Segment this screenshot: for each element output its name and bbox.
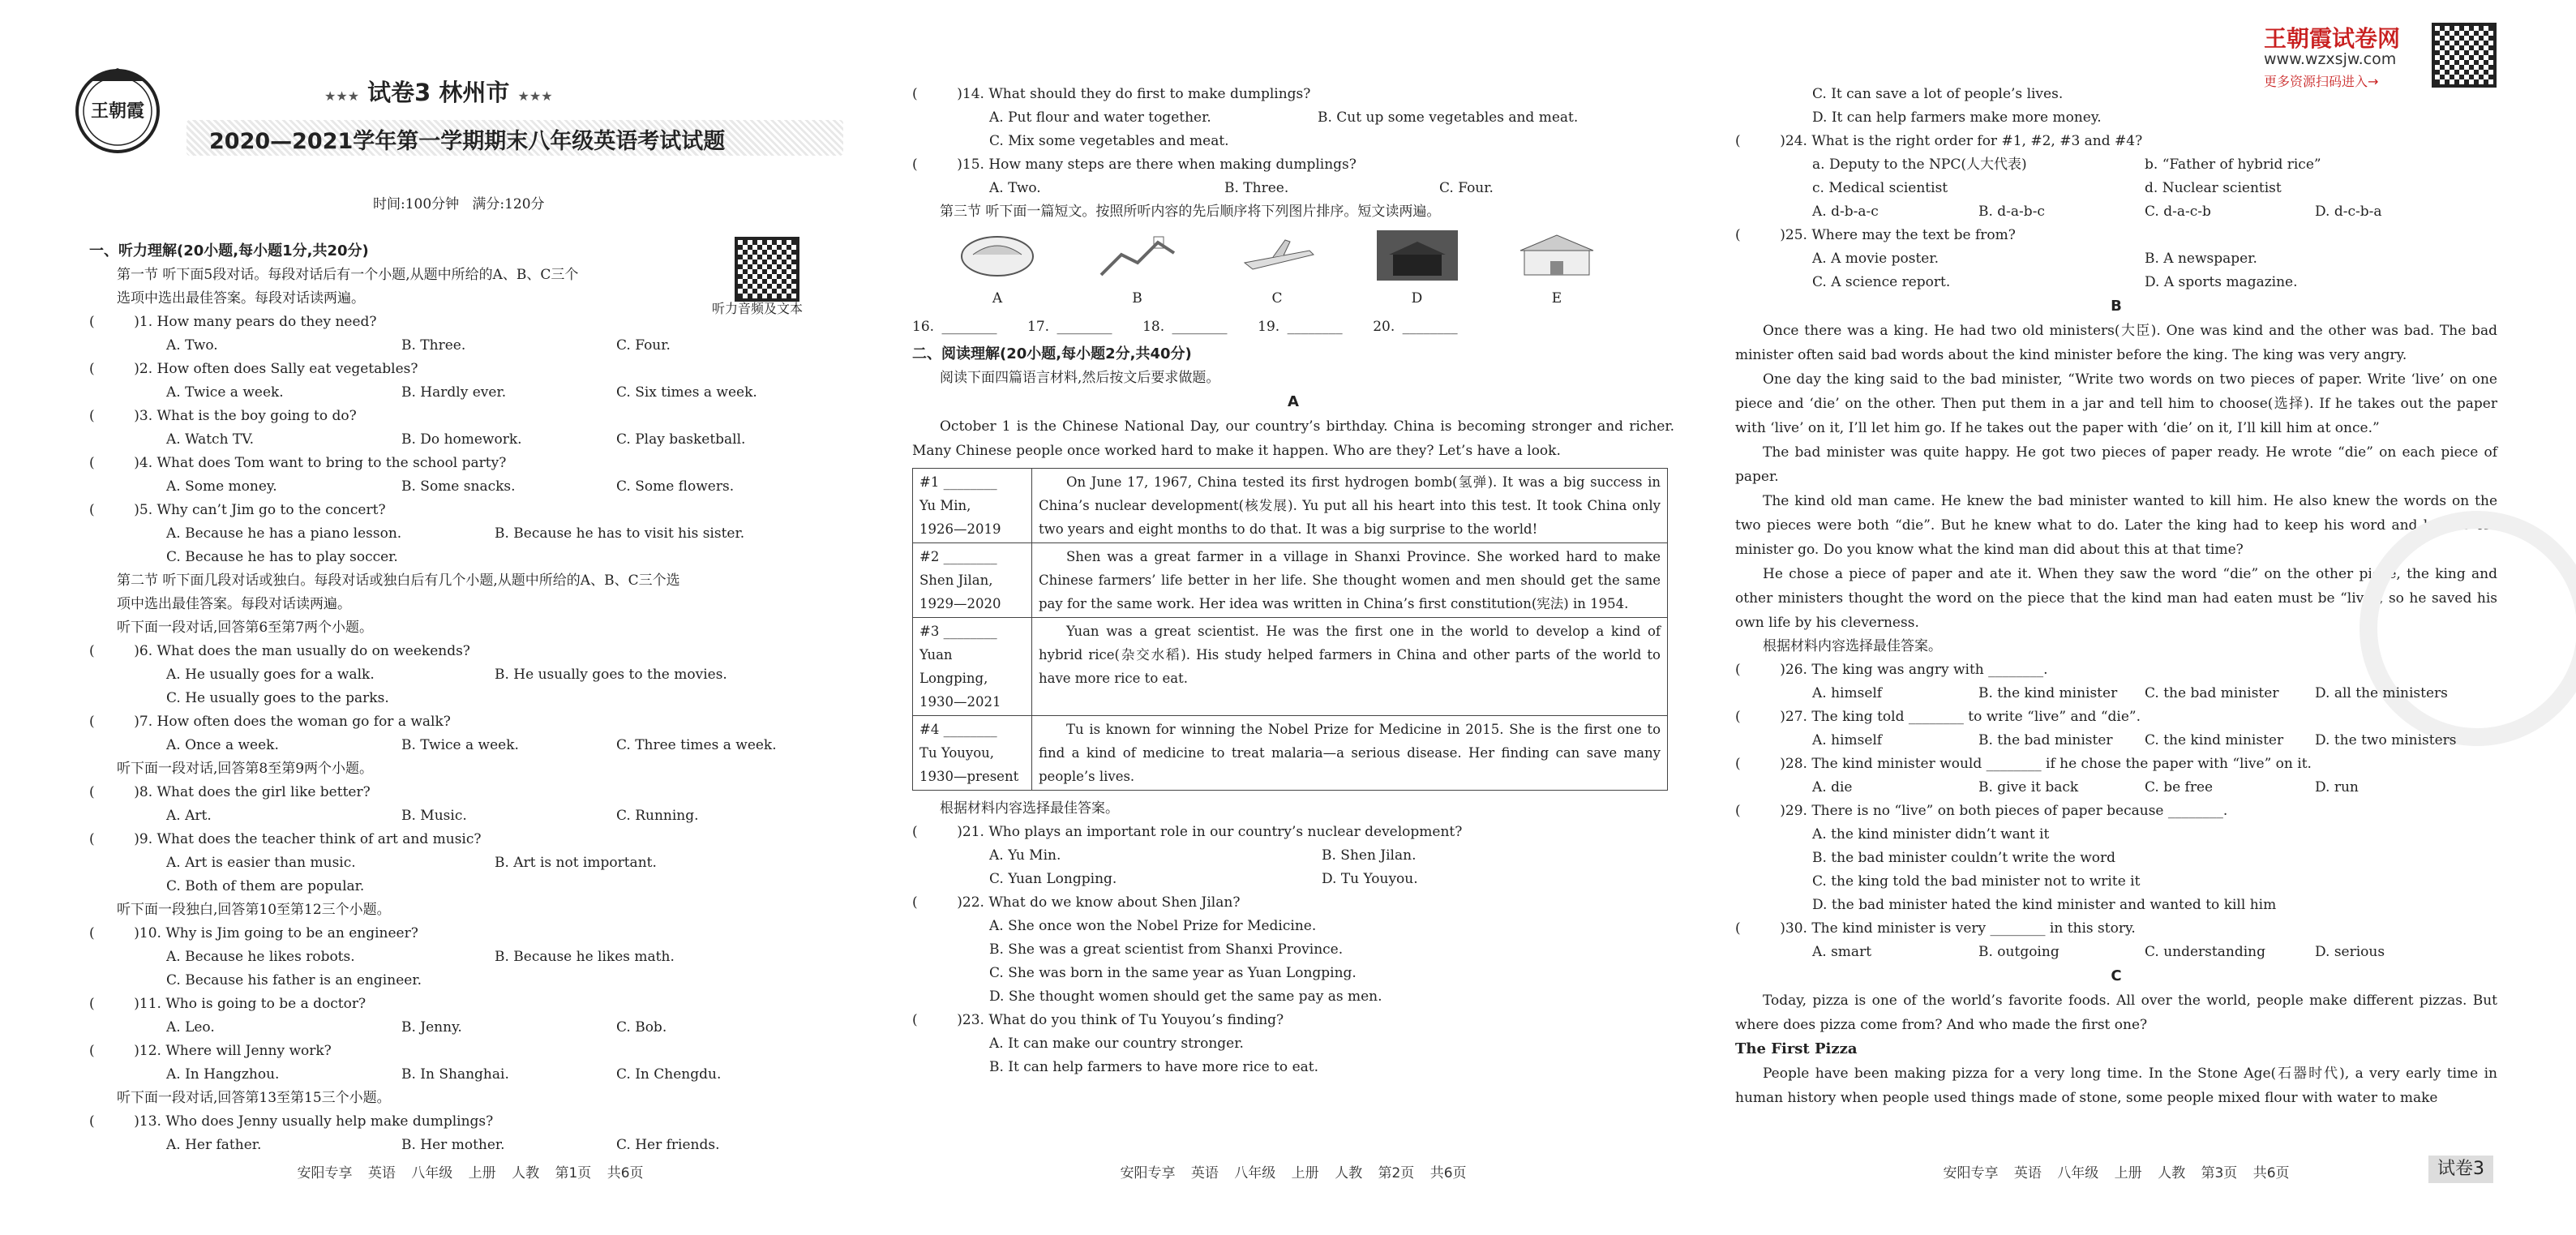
answer-option[interactable]: C. Both of them are popular. <box>166 878 365 894</box>
answer-option[interactable]: B. d-a-b-c <box>1978 204 2045 220</box>
answer-options <box>912 1056 1674 1079</box>
instruction-text: 听下面一段对话,回答第8至第9两个小题。 <box>117 761 374 777</box>
answer-option[interactable]: A. Art is easier than music. <box>166 855 356 871</box>
answer-option[interactable]: C. In Chengdu. <box>616 1066 722 1083</box>
tiananmen-picture <box>1377 230 1458 281</box>
person-name: Shen Jilan, <box>919 572 993 588</box>
answer-option[interactable]: A. Two. <box>166 337 218 354</box>
answer-option[interactable]: a. Deputy to the NPC(人大代表) <box>1812 157 2027 173</box>
page-footer-3: 安阳专享 英语 八年级 上册 人教 第3页 共6页 <box>1943 1165 2290 1181</box>
answer-options <box>1735 106 2497 130</box>
passage-c-label: C <box>2111 967 2122 984</box>
answer-options <box>1735 271 2497 294</box>
reading-questions-b <box>1735 658 2497 964</box>
question-stem: ( )10. Why is Jim going to be an engineer? <box>89 925 418 941</box>
passage-b-paragraph: He chose a piece of paper and ate it. When they saw the word “die” on the other piece, the king and other ministers thought the word on the piece that the kind man had eaten must be “live”, so he saved his own life by his cleverness. <box>1735 566 2497 631</box>
answer-options <box>1735 870 2497 894</box>
answer-option[interactable]: C. Because his father is an engineer. <box>166 972 422 988</box>
answer-option[interactable]: D. She thought women should get the same pay as men. <box>989 988 1382 1005</box>
question-stem: ( )7. How often does the woman go for a walk? <box>89 714 451 730</box>
question-stem: ( )11. Who is going to be a doctor? <box>89 996 366 1012</box>
answer-options <box>912 130 1674 153</box>
answer-option[interactable]: B. Shen Jilan. <box>1322 847 1417 864</box>
answer-option[interactable]: C. d-a-c-b <box>2145 204 2211 220</box>
answer-option[interactable]: A. Two. <box>989 180 1041 196</box>
answer-option[interactable]: D. serious <box>2315 944 2385 960</box>
brand-site: www.wzxsjw.com <box>2264 50 2397 68</box>
answer-option[interactable]: B. Twice a week. <box>401 737 519 753</box>
instruction-text: 第三节 听下面一篇短文。按照所听内容的先后顺序将下列图片排序。短文读两遍。 <box>940 204 1441 220</box>
table-row <box>913 543 1668 618</box>
answer-option[interactable]: A. Art. <box>166 808 212 824</box>
corner-tag: 试卷3 <box>2428 1156 2493 1183</box>
answer-option[interactable]: A. She once won the Nobel Prize for Medicine. <box>989 918 1317 934</box>
answer-option[interactable]: B. Three. <box>401 337 466 354</box>
answer-option[interactable]: C. the bad minister <box>2145 685 2279 701</box>
answer-option[interactable]: A. Watch TV. <box>166 431 254 448</box>
description-cell: Yuan was a great scientist. He was the first one in the world to develop a kind of hybrid rice(杂交水稻). His study helped farmers in China and other parts of the world to have more rice to eat. <box>1032 618 1668 716</box>
question-stem: ( )3. What is the boy going to do? <box>89 408 357 424</box>
instruction-text: 听下面一段对话,回答第13至第15三个小题。 <box>117 1090 391 1106</box>
answer-options <box>89 381 851 405</box>
answer-option[interactable]: C. Six times a week. <box>616 384 757 401</box>
answer-option[interactable]: B. Jenny. <box>401 1019 462 1036</box>
answer-option[interactable]: D. It can help farmers make more money. <box>1812 109 2102 126</box>
answer-options <box>1735 823 2497 847</box>
question-stem: ( )26. The king was angry with ________. <box>1735 662 2048 678</box>
passage-c-subtitle: The First Pizza <box>1735 1040 1858 1057</box>
answer-options <box>89 663 851 687</box>
brand-name: 王朝霞试卷网 <box>2264 25 2401 52</box>
answer-option[interactable]: B. give it back <box>1978 779 2079 795</box>
question-stem: ( )24. What is the right order for #1, #2, #3 and #4? <box>1735 133 2143 149</box>
answer-options <box>89 334 851 358</box>
answer-option[interactable]: A. Some money. <box>166 478 277 495</box>
answer-option[interactable]: d. Nuclear scientist <box>2145 180 2282 196</box>
qr-code-brand[interactable] <box>2432 23 2497 88</box>
answer-options <box>89 734 851 757</box>
answer-option[interactable]: C. Because he has to play soccer. <box>166 549 398 565</box>
answer-options <box>89 875 851 898</box>
question-stem: ( )8. What does the girl like better? <box>89 784 371 800</box>
answer-options <box>912 844 1674 868</box>
instruction-text: 项中选出最佳答案。每段对话读两遍。 <box>117 596 351 612</box>
answer-option[interactable]: A. Because he likes robots. <box>166 949 355 965</box>
answer-option[interactable]: D. A sports magazine. <box>2145 274 2298 290</box>
question-stem: ( )12. Where will Jenny work? <box>89 1043 332 1059</box>
answer-options <box>912 1032 1674 1056</box>
section-title: 一、听力理解(20小题,每小题1分,共20分) <box>89 242 369 259</box>
person-name: Yu Min, <box>919 498 971 513</box>
answer-options <box>1735 200 2497 224</box>
answer-option[interactable]: C. the king told the bad minister not to write it <box>1812 873 2141 890</box>
person-years: 1930—present <box>919 769 1019 784</box>
seal-text: 王朝霞 <box>90 101 144 122</box>
answer-option[interactable]: A. Leo. <box>166 1019 215 1036</box>
answer-options <box>912 177 1674 200</box>
person-name: Yuan Longping, <box>919 647 988 686</box>
answer-options <box>89 969 851 993</box>
listening-continued <box>912 83 1674 224</box>
answer-option[interactable]: A. A movie poster. <box>1812 251 1940 267</box>
answer-option[interactable]: B. Music. <box>401 808 467 824</box>
answer-options <box>1735 729 2497 753</box>
instruction-text: 听下面一段对话,回答第6至第7两个小题。 <box>117 620 374 636</box>
answer-options <box>912 106 1674 130</box>
answer-options <box>912 985 1674 1009</box>
answer-options <box>89 687 851 710</box>
passage-b-paragraph: One day the king said to the bad minister, “Write two words on two pieces of paper. Write ‘live’ on one piece and ‘die’ on the other. Then put them in a jar and tell him to choose(选择). If he takes out the paper with ‘live’ on it, I’ll let him go. If he takes out the paper with ‘die’ on it, I’ll kill him at once.” <box>1735 371 2497 436</box>
person-years: 1926—2019 <box>919 521 1001 537</box>
gate-picture <box>1516 230 1597 281</box>
description-cell: On June 17, 1967, China tested its first hydrogen bomb(氢弹). It was a big success in China’s nuclear development(核发展). Yu put all his heart into this test. It took China only two years and eight months to do that. It was a big surprise to the world! <box>1032 469 1668 543</box>
answer-options <box>89 946 851 969</box>
question-stem: ( )1. How many pears do they need? <box>89 314 377 330</box>
question-stem: ( )30. The kind minister is very ________ in this story. <box>1735 920 2136 937</box>
answer-option[interactable]: B. Do homework. <box>401 431 522 448</box>
question-stem: ( )28. The kind minister would ________ if he chose the paper with “live” on it. <box>1735 756 2312 772</box>
airplane-picture <box>1237 230 1318 281</box>
description-cell: Shen was a great farmer in a village in Shanxi Province. She worked hard to make Chinese farmers’ life better in her life. She thought women and men should get the same pay for the same work. Her idea was written in China’s first constitution(宪法) in 1954. <box>1032 543 1668 618</box>
answer-option[interactable]: B. Some snacks. <box>401 478 516 495</box>
question-stem: ( )14. What should they do first to make dumplings? <box>912 86 1311 102</box>
answer-option[interactable]: c. Medical scientist <box>1812 180 1948 196</box>
answer-option[interactable]: A. Once a week. <box>166 737 279 753</box>
table-row <box>913 716 1668 791</box>
person-cell <box>913 716 1032 791</box>
page-column-2 <box>912 0 1674 1235</box>
answer-options <box>89 804 851 828</box>
person-no[interactable]: #2 ________ <box>919 549 997 564</box>
answer-option[interactable]: A. Put flour and water together. <box>989 109 1211 126</box>
answer-options <box>89 1134 851 1157</box>
reading-section-title: 二、阅读理解(20小题,每小题2分,共40分) <box>912 345 1192 362</box>
page-column-1 <box>89 0 851 1235</box>
table-row <box>913 469 1668 543</box>
answer-option[interactable]: A. Yu Min. <box>989 847 1061 864</box>
answer-option[interactable]: A. d-b-a-c <box>1812 204 1879 220</box>
answer-option[interactable]: C. Mix some vegetables and meat. <box>989 133 1229 149</box>
answer-option[interactable]: D. Tu Youyou. <box>1322 871 1418 887</box>
answer-option[interactable]: B. In Shanghai. <box>401 1066 509 1083</box>
answer-option[interactable]: B. Hardly ever. <box>401 384 507 401</box>
question-stem: ( )29. There is no “live” on both pieces of paper because ________. <box>1735 803 2228 819</box>
reading-questions-a-continued <box>1735 83 2497 294</box>
brand-tagline: 更多资源扫码进入→ <box>2264 74 2379 89</box>
picture-d: D <box>1373 230 1462 307</box>
answer-options <box>89 475 851 499</box>
picture-c: C <box>1232 230 1322 307</box>
answer-option[interactable]: C. Three times a week. <box>616 737 777 753</box>
answer-option[interactable]: B. Because he likes math. <box>495 949 675 965</box>
description-cell: Tu is known for winning the Nobel Prize for Medicine in 2015. She is the first one to find a kind of medicine to treat malaria—a serious disease. Her finding can save many people’s lives. <box>1032 716 1668 791</box>
question-stem: ( )27. The king told ________ to write “live” and “die”. <box>1735 709 2141 725</box>
answer-options <box>1735 941 2497 964</box>
answer-option[interactable]: D. the two ministers <box>2315 732 2457 748</box>
instruction-text: 第二节 听下面几段对话或独白。每段对话或独白后有几个小题,从题中所给的A、B、C三个选 <box>117 572 680 589</box>
question-stem: ( )25. Where may the text be from? <box>1735 227 2016 243</box>
passage-a-label: A <box>1288 393 1299 410</box>
passage-b-paragraph: The kind old man came. He knew the bad minister wanted to kill him. He also knew the words on the two pieces were both “die”. But he knew what to do. Later the king had to keep his word and let the old minister go. Do you know what the kind man did about this at that time? <box>1735 493 2497 558</box>
answer-option[interactable]: B. It can help farmers to have more rice to eat. <box>989 1059 1318 1075</box>
answer-option[interactable]: C. Bob. <box>616 1019 667 1036</box>
scientists-table <box>912 468 1668 791</box>
answer-option[interactable]: b. “Father of hybrid rice” <box>2145 157 2321 173</box>
person-no[interactable]: #1 ________ <box>919 474 997 490</box>
answer-option[interactable]: D. all the ministers <box>2315 685 2448 701</box>
instruction-text: 听下面一段独白,回答第10至第12三个小题。 <box>117 902 391 918</box>
exam-time: 时间:100分钟 满分:120分 <box>373 196 545 212</box>
instruction-text: 第一节 听下面5段对话。每段对话后有一个小题,从题中所给的A、B、C三个 <box>117 267 579 283</box>
answer-option[interactable]: B. Because he has to visit his sister. <box>495 525 745 542</box>
person-no[interactable]: #4 ________ <box>919 722 997 737</box>
passage-b-paragraph: The bad minister was quite happy. He got two pieces of paper ready. He wrote “die” on each piece of paper. <box>1735 444 2497 485</box>
table-row <box>913 618 1668 716</box>
reading-questions-a <box>912 821 1674 1079</box>
question-stem: ( )9. What does the teacher think of art and music? <box>89 831 482 847</box>
answer-options <box>1735 177 2497 200</box>
answer-option[interactable]: B. Art is not important. <box>495 855 657 871</box>
answer-options <box>1735 153 2497 177</box>
question-stem: ( )6. What does the man usually do on weekends? <box>89 643 470 659</box>
answer-option[interactable]: A. In Hangzhou. <box>166 1066 280 1083</box>
passage-b-label: B <box>2111 298 2122 315</box>
answer-option[interactable]: A. Her father. <box>166 1137 262 1153</box>
answer-option[interactable]: B. outgoing <box>1978 944 2060 960</box>
question-stem: ( )15. How many steps are there when making dumplings? <box>912 157 1357 173</box>
answer-options <box>89 1016 851 1040</box>
answer-options <box>89 851 851 875</box>
answer-option[interactable]: A. Twice a week. <box>166 384 284 401</box>
page-footer-2: 安阳专享 英语 八年级 上册 人教 第2页 共6页 <box>1120 1165 1467 1181</box>
person-cell <box>913 618 1032 716</box>
question-stem: ( )4. What does Tom want to bring to the school party? <box>89 455 507 471</box>
passage-c-paragraph: People have been making pizza for a very long time. In the Stone Age(石器时代), a very early time in human history when people used things made of stone, some people mixed flour with water to make <box>1735 1066 2497 1106</box>
person-cell <box>913 543 1032 618</box>
picture-order-blanks[interactable]: 16. ________ 17. ________ 18. ________ 19. ________ 20. ________ <box>912 319 1458 335</box>
answer-option[interactable]: B. A newspaper. <box>2145 251 2257 267</box>
answer-option[interactable]: C. He usually goes to the parks. <box>166 690 389 706</box>
picture-e: E <box>1512 230 1601 307</box>
answer-options <box>912 962 1674 985</box>
question-stem: ( )2. How often does Sally eat vegetables? <box>89 361 418 377</box>
answer-options <box>89 546 851 569</box>
answer-option[interactable]: C. She was born in the same year as Yuan Longping. <box>989 965 1357 981</box>
answer-option[interactable]: B. the kind minister <box>1978 685 2118 701</box>
answer-options <box>89 522 851 546</box>
answer-option[interactable]: C. Her friends. <box>616 1137 720 1153</box>
answer-options <box>89 428 851 452</box>
answer-option[interactable]: C. the kind minister <box>2145 732 2284 748</box>
answer-options <box>912 868 1674 891</box>
answer-option[interactable]: B. Three. <box>1224 180 1289 196</box>
picture-a: A <box>953 230 1042 307</box>
passage-a-intro: October 1 is the Chinese National Day, our country’s birthday. China is becoming stronger and richer. Many Chinese people once worked hard to make it happen. Who are they? Let’s have a look. <box>912 418 1674 459</box>
answer-option[interactable]: A. It can make our country stronger. <box>989 1036 1244 1052</box>
answer-option[interactable]: B. the bad minister couldn’t write the word <box>1812 850 2115 866</box>
question-stem: ( )21. Who plays an important role in our country’s nuclear development? <box>912 824 1463 840</box>
answer-option[interactable]: D. run <box>2315 779 2359 795</box>
picture-sequence <box>953 230 1601 307</box>
answer-option[interactable]: A. die <box>1812 779 1853 795</box>
answer-options <box>89 1063 851 1087</box>
answer-option[interactable]: C. Running. <box>616 808 699 824</box>
passage-b-paragraph: Once there was a king. He had two old ministers(大臣). One was kind and the other was bad. The bad minister often said bad words about the kind minister before the king. The king was very angry. <box>1735 323 2497 363</box>
answer-options <box>1735 847 2497 870</box>
answer-options <box>1735 682 2497 705</box>
qr-caption: 听力音频及文本 <box>712 301 804 316</box>
answer-options <box>1735 247 2497 271</box>
person-cell <box>913 469 1032 543</box>
person-name: Tu Youyou, <box>919 745 995 761</box>
answer-option[interactable]: A. himself <box>1812 732 1883 748</box>
answer-option[interactable]: C. Yuan Longping. <box>989 871 1117 887</box>
answer-option[interactable]: B. Cut up some vegetables and meat. <box>1318 109 1579 126</box>
great-wall-picture <box>1097 230 1178 281</box>
answer-option[interactable]: A. He usually goes for a walk. <box>166 667 375 683</box>
answer-option[interactable]: B. He usually goes to the movies. <box>495 667 727 683</box>
answer-options <box>912 915 1674 938</box>
answer-option[interactable]: C. be free <box>2145 779 2214 795</box>
instruction-text: 选项中选出最佳答案。每段对话读两遍。 <box>117 290 365 307</box>
question-stem: ( )13. Who does Jenny usually help make dumplings? <box>89 1113 494 1130</box>
answer-options <box>1735 83 2497 106</box>
answer-option[interactable]: C. Some flowers. <box>616 478 735 495</box>
listening-section <box>89 239 851 1157</box>
answer-option[interactable]: C. understanding <box>2145 944 2265 960</box>
person-years: 1929—2020 <box>919 596 1001 611</box>
answer-option[interactable]: A. himself <box>1812 685 1883 701</box>
paper-label: ★★★ 试卷3 林州市 ★★★ <box>324 79 553 106</box>
picture-b: B <box>1093 230 1182 307</box>
person-years: 1930—2021 <box>919 694 1001 710</box>
answer-option[interactable]: B. She was a great scientist from Shanxi Province. <box>989 941 1344 958</box>
answer-option[interactable]: A. the kind minister didn’t want it <box>1812 826 2050 843</box>
seal-logo <box>73 66 162 156</box>
question-stem: ( )23. What do you think of Tu Youyou’s finding? <box>912 1012 1284 1028</box>
answer-option[interactable]: C. Four. <box>1439 180 1494 196</box>
passage-c-intro: Today, pizza is one of the world’s favorite foods. All over the world, people make different pizzas. But where does pizza come from? And who made the first one? <box>1735 993 2497 1033</box>
paper-title: 2020—2021学年第一学期期末八年级英语考试试题 <box>209 129 726 154</box>
answer-options <box>912 938 1674 962</box>
question-stem: ( )5. Why can’t Jim go to the concert? <box>89 502 386 518</box>
answer-option[interactable]: B. the bad minister <box>1978 732 2113 748</box>
answer-option[interactable]: A. smart <box>1812 944 1872 960</box>
answer-option[interactable]: D. d-c-b-a <box>2315 204 2382 220</box>
page-footer-1: 安阳专享 英语 八年级 上册 人教 第1页 共6页 <box>297 1165 644 1181</box>
answer-option[interactable]: C. Play basketball. <box>616 431 746 448</box>
qr-code-listening[interactable] <box>735 237 799 302</box>
question-stem: ( )22. What do we know about Shen Jilan? <box>912 894 1241 911</box>
reading-choose-prompt: 根据材料内容选择最佳答案。 <box>940 800 1119 817</box>
page-column-3 <box>1735 0 2497 1235</box>
answer-options <box>1735 894 2497 917</box>
dumpling-picture <box>957 230 1038 281</box>
answer-option[interactable]: D. the bad minister hated the kind minister and wanted to kill him <box>1812 897 2277 913</box>
answer-option[interactable]: C. Four. <box>616 337 671 354</box>
answer-options <box>1735 776 2497 800</box>
answer-option[interactable]: C. It can save a lot of people’s lives. <box>1812 86 2064 102</box>
reading-intro: 阅读下面四篇语言材料,然后按文后要求做题。 <box>940 370 1220 386</box>
passage-b-choose-prompt: 根据材料内容选择最佳答案。 <box>1763 638 1942 654</box>
answer-option[interactable]: C. A science report. <box>1812 274 1951 290</box>
answer-option[interactable]: A. Because he has a piano lesson. <box>166 525 402 542</box>
answer-option[interactable]: B. Her mother. <box>401 1137 505 1153</box>
person-no[interactable]: #3 ________ <box>919 624 997 639</box>
